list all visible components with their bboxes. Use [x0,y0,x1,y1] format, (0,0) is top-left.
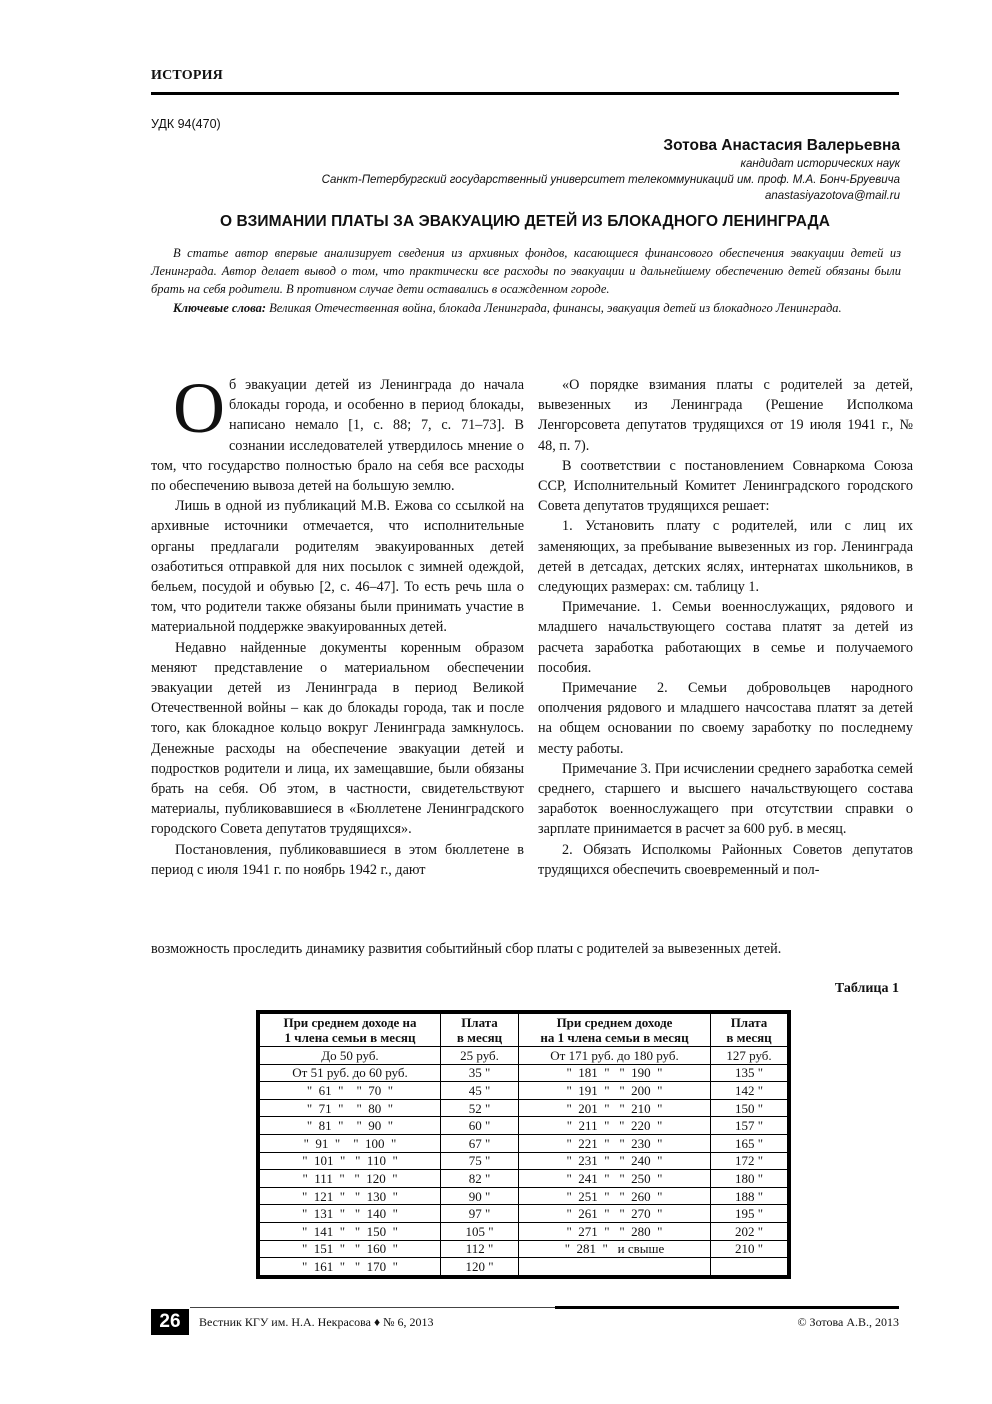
cell-fee-left: 105 " [441,1222,519,1240]
table-row [260,1240,788,1258]
cell-income-right: " 231 " " 240 " [519,1152,711,1170]
table-caption: Таблица 1 [834,981,899,996]
cell-fee-left: 112 " [441,1240,519,1258]
author-degree: кандидат исторических наук [740,158,900,170]
fee-table-frame [256,1010,791,1279]
cell-fee-left: 45 " [441,1082,519,1100]
paragraph: Лишь в одной из публикаций М.В. Ежова со ссылкой на архивные источники отмечается, что исполнительные органы предлагали родителям эвакуированных детей озаботиться отправкой для них посылок с зимней одеждой, бельем, посудой и обувью [2, с. 46–47]. То есть речь шла о том, что родители также обязаны были принимать участие в материальной поддержке эвакуированных детей. [151,498,524,636]
cell-income-left: " 101 " " 110 " [260,1152,441,1170]
cell-fee-left: 97 " [441,1205,519,1223]
cell-income-right [519,1258,711,1276]
cell-fee-left: 120 " [441,1258,519,1276]
table-row [260,1258,788,1276]
paragraph: В соответствии с постановлением Совнаркома Союза ССР, Исполнительный Комитет Ленинградского городского Совета депутатов трудящихся решает: [538,457,913,515]
cell-income-right: " 281 " и свыше [519,1240,711,1258]
paragraph-text: б эвакуации детей из Ленинграда до начала блокады города, и особенно в период блокады, написано немало [1, с. 88; 7, с. 71–73]. В сознании исследователей утвердилось мнение о том, что государство полностью брало на себя все расходы по обеспечению вывоза детей на большую землю. [151,377,524,495]
paragraph: Недавно найденные документы коренным образом меняют представление о материальном обеспечении эвакуации детей из Ленинграда в период Великой Отечественной войны – как до блокады города, так и после того, как блокадное кольцо вокруг Ленинграда замкнулось. Денежные расходы на обеспечение эвакуации детей и подростков родители и лица, их замещавшие, были обязаны брать на себя. Об этом, в частности, свидетельствуют материалы, публиковавшиеся в «Бюллетене Ленинградского городского Совета депутатов трудящихся». [151,639,524,838]
spanning-line: возможность проследить динамику развития событийный сбор платы с родителей за вывезенных детей. [151,941,782,957]
cell-income-left: " 111 " " 120 " [260,1170,441,1188]
table-row [260,1222,788,1240]
cell-income-right: " 211 " " 220 " [519,1117,711,1135]
author-block [322,136,900,204]
header-income-right: При среднем доходе на 1 члена семьи в месяц [519,1014,711,1047]
cell-fee-right: 135 " [711,1064,788,1082]
cell-fee-right: 150 " [711,1099,788,1117]
cell-income-left: " 81 " " 90 " [260,1117,441,1135]
journal-name: Вестник КГУ им. Н.А. Некрасова ♦ № 6, 2013 [199,1315,434,1329]
header-rule [151,92,899,95]
keywords-text: Великая Отечественная война, блокада Ленинграда, финансы, эвакуация детей из блокадного Ленинграда. [266,300,842,315]
copyright: © Зотова А.В., 2013 [797,1315,899,1329]
cell-fee-left: 67 " [441,1134,519,1152]
body-column-left [151,368,524,880]
cell-income-left: " 131 " " 140 " [260,1205,441,1223]
footer-rule-thin [190,1307,555,1308]
author-name: Зотова Анастасия Валерьевна [663,137,900,154]
cell-income-right: От 171 руб. до 180 руб. [519,1047,711,1065]
author-email[interactable]: anastasiyazotova@mail.ru [764,190,900,202]
cell-fee-right: 202 " [711,1222,788,1240]
cell-income-right: " 241 " " 250 " [519,1170,711,1188]
cell-fee-right: 142 " [711,1082,788,1100]
cell-fee-right: 210 " [711,1240,788,1258]
article-title: О ВЗИМАНИИ ПЛАТЫ ЗА ЭВАКУАЦИЮ ДЕТЕЙ ИЗ БЛОКАДНОГО ЛЕНИНГРАДА [219,213,831,230]
table-header-row [260,1014,788,1047]
cell-income-right: " 201 " " 210 " [519,1099,711,1117]
cell-income-right: " 251 " " 260 " [519,1187,711,1205]
cell-income-right: " 271 " " 280 " [519,1222,711,1240]
paragraph: Примечание. 1. Семьи военнослужащих, рядового и младшего начальствующего состава платят за детей из расчета заработка работающих в семье и получаемого пособия. [538,599,913,676]
cell-fee-left: 90 " [441,1187,519,1205]
cell-fee-right: 188 " [711,1187,788,1205]
table-row [260,1082,788,1100]
cell-income-left: " 121 " " 130 " [260,1187,441,1205]
cell-income-left: " 151 " " 160 " [260,1240,441,1258]
cell-fee-left: 75 " [441,1152,519,1170]
table-row [260,1117,788,1135]
paragraph: Примечание 2. Семьи добровольцев народного ополчения рядового и младшего начсостава платят за детей на общем основании по своему заработку по последнему месту работы. [538,680,913,757]
fee-table [259,1013,788,1276]
cell-fee-left: 25 руб. [441,1047,519,1065]
cell-income-right: " 181 " " 190 " [519,1064,711,1082]
cell-income-left: " 61 " " 70 " [260,1082,441,1100]
abstract-text: В статье автор впервые анализирует сведения из архивных фондов, касающиеся финансового обеспечения эвакуации детей из Ленинграда. Автор делает вывод о том, что практически все расходы по эвакуации и дальнейшему обеспечению детей обязаны были брать на себя родители. В противном случае дети оставались в осажденном городе. [151,246,901,297]
cell-income-left: До 50 руб. [260,1047,441,1065]
body-column-right [538,375,913,880]
cell-fee-left: 82 " [441,1170,519,1188]
table-row [260,1152,788,1170]
cell-fee-right: 195 " [711,1205,788,1223]
header-income-left: При среднем доходе на 1 члена семьи в месяц [260,1014,441,1047]
cell-income-right: " 221 " " 230 " [519,1134,711,1152]
table-row [260,1134,788,1152]
header-fee-right: Плата в месяц [711,1014,788,1047]
paragraph: Постановления, публиковавшиеся в этом бюллетене в период с июля 1941 г. по ноябрь 1942 г., дают [151,841,524,878]
abstract [151,244,901,317]
table-row [260,1187,788,1205]
cell-fee-right [711,1258,788,1276]
cell-fee-right: 165 " [711,1134,788,1152]
paragraph: Примечание 3. При исчислении среднего заработка семей среднего, старшего и высшего начальствующего состава заработок военнослужащего при отсутствии справки о зарплате принимается в расчет за 600 руб. в месяц. [538,760,913,838]
cell-income-left: " 71 " " 80 " [260,1099,441,1117]
keywords [151,299,901,317]
cell-fee-right: 172 " [711,1152,788,1170]
cell-fee-right: 157 " [711,1117,788,1135]
table-row [260,1099,788,1117]
header-fee-left: Плата в месяц [441,1014,519,1047]
page-number: 26 [151,1309,189,1335]
cell-income-left: " 141 " " 150 " [260,1222,441,1240]
cell-fee-right: 127 руб. [711,1047,788,1065]
table-row [260,1064,788,1082]
udk-code: УДК 94(470) [151,117,221,131]
paragraph: «О порядке взимания платы с родителей за детей, вывезенных из Ленинграда (Решение Исполкома Ленгорсовета депутатов трудящихся от 19 июля 1941 г., № 48, п. 7). [538,377,913,454]
cell-income-right: " 191 " " 200 " [519,1082,711,1100]
cell-income-left: " 161 " " 170 " [260,1258,441,1276]
table-row [260,1047,788,1065]
table-row [260,1170,788,1188]
drop-cap: О [173,368,225,448]
paragraph [151,368,524,496]
cell-income-right: " 261 " " 270 " [519,1205,711,1223]
cell-fee-left: 60 " [441,1117,519,1135]
cell-fee-left: 52 " [441,1099,519,1117]
author-affiliation: Санкт-Петербургский государственный университет телекоммуникаций им. проф. М.А. Бонч-Бруевича [321,174,900,186]
cell-fee-right: 180 " [711,1170,788,1188]
section-label: ИСТОРИЯ [151,68,223,83]
cell-income-left: " 91 " " 100 " [260,1134,441,1152]
paragraph: 1. Установить плату с родителей, или с лиц их заменяющих, за пребывание вывезенных из гор. Ленинграда детей в детсадах, детских яслях, интернатах школьников, в следующих размерах: см. таблицу 1. [538,518,913,596]
footer-rule-thick [555,1306,899,1309]
cell-fee-left: 35 " [441,1064,519,1082]
cell-income-left: От 51 руб. до 60 руб. [260,1064,441,1082]
table-row [260,1205,788,1223]
keywords-label: Ключевые слова: [173,300,267,315]
paragraph: 2. Обязать Исполкомы Районных Советов депутатов трудящихся обеспечить своевременный и пол- [538,841,913,878]
